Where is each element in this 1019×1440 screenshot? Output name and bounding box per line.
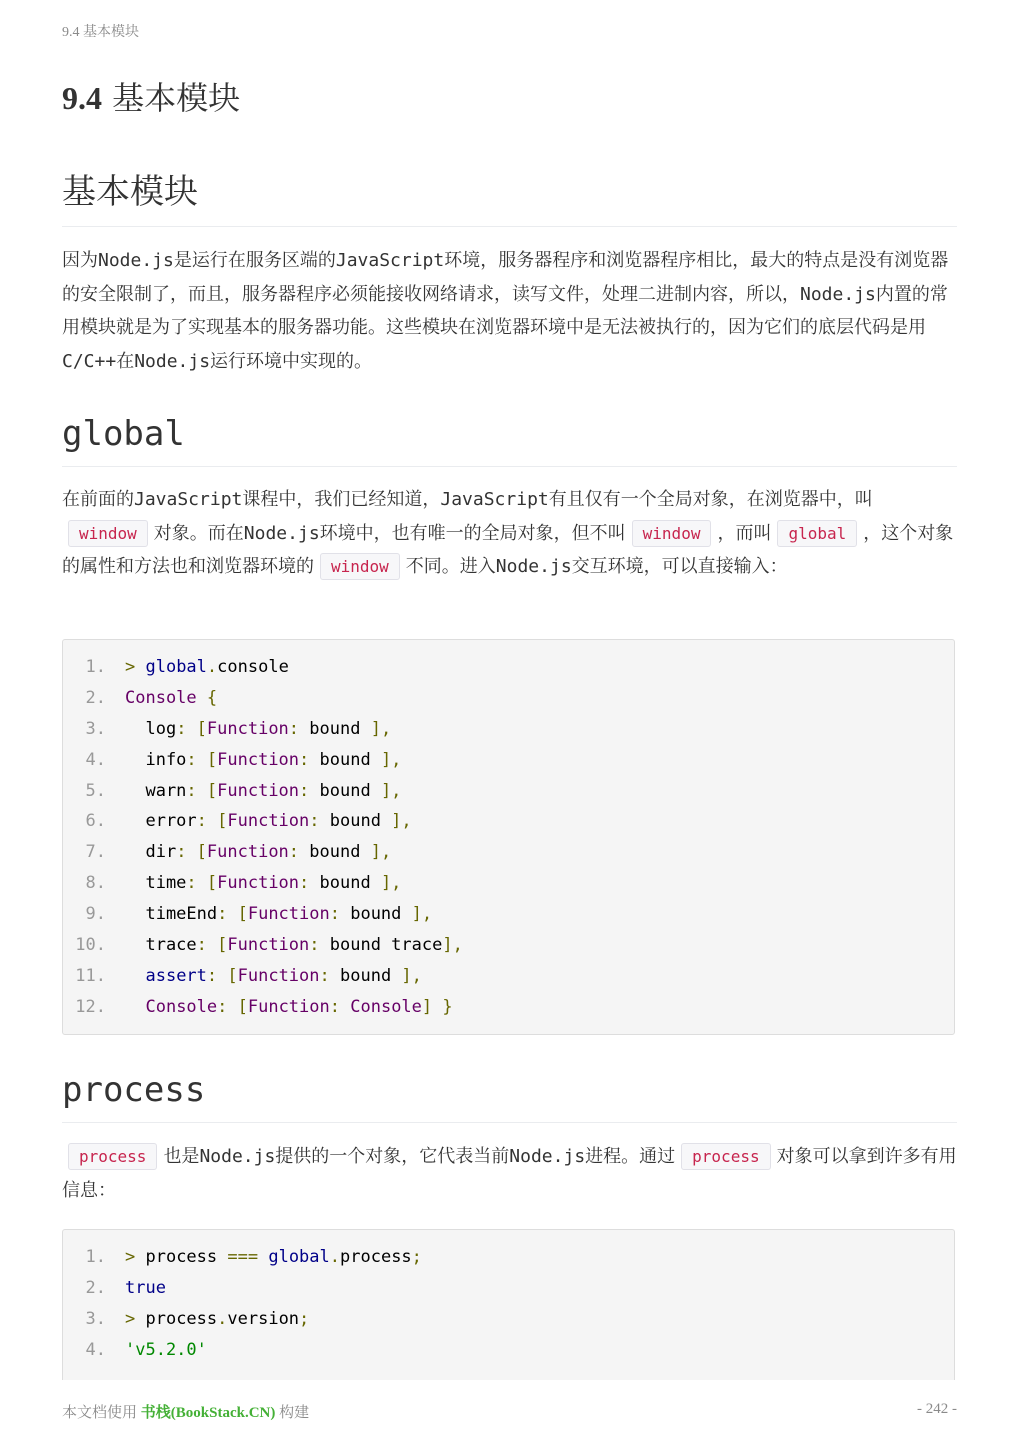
text-run: 内置的常用模块就是为了实现基本的服务器功能。这些模块在浏览器环境中是无法被执行的，因为它们的底层代码是用 (62, 283, 948, 338)
text-run: 运行环境中实现的。 (210, 350, 373, 372)
code-line (63, 1335, 954, 1366)
code-token: ], (442, 935, 463, 956)
code-token: : (299, 749, 310, 770)
code-block-global (62, 639, 955, 1035)
code-token: > (125, 657, 146, 677)
text-run: 在前面的 (62, 489, 134, 510)
code-line (63, 1273, 954, 1304)
code-token: process (145, 1308, 218, 1329)
code-text (125, 1273, 166, 1304)
chapter-number: 9.4 (62, 80, 102, 116)
paragraph-intro (62, 244, 957, 378)
code-token: : (309, 935, 320, 956)
code-token: console (217, 657, 289, 677)
code-token: : (329, 996, 340, 1017)
inline-code: window (68, 520, 148, 547)
code-token: : [ (176, 842, 207, 863)
code-token: : (288, 842, 300, 863)
line-number: 3. (85, 1308, 106, 1329)
code-token: ], (380, 749, 402, 770)
line-number: 4. (85, 1339, 106, 1360)
code-token: true (125, 1277, 166, 1298)
code-token: : [ (186, 873, 218, 894)
text-run: 环境中，也有唯一的全局对象，但不叫 (319, 522, 626, 544)
code-line (63, 930, 954, 961)
code-line (63, 1304, 954, 1335)
code-token: Function (217, 780, 300, 801)
code-line (63, 745, 954, 776)
code-token: . (206, 657, 218, 677)
code-text (125, 961, 422, 992)
line-number: 2. (85, 687, 106, 708)
paragraph-process (62, 1140, 957, 1207)
code-token: : [ (196, 935, 228, 956)
code-token: process (145, 1247, 228, 1267)
code-line (63, 992, 954, 1023)
inline-code: window (320, 553, 400, 580)
code-line (63, 683, 954, 714)
code-token: warn (125, 780, 187, 801)
code-token: global (268, 1247, 330, 1267)
code-token: ], (380, 780, 402, 801)
code-token: ], (370, 842, 392, 863)
code-token: { (206, 687, 218, 708)
footer-brand-link[interactable]: 书栈(BookStack.CN) (140, 1405, 276, 1421)
mono-text: JavaScript (440, 489, 549, 510)
code-text (125, 1335, 207, 1366)
code-token: global (145, 657, 207, 677)
code-token: > (125, 1247, 146, 1267)
code-token: : (299, 780, 310, 801)
code-token (258, 1247, 268, 1267)
code-token: ], (370, 718, 392, 739)
mono-text: Node.js (509, 1146, 586, 1167)
code-token: . (217, 1308, 228, 1329)
code-token: : (329, 904, 340, 925)
text-run: 课程中，我们已经知道， (242, 489, 441, 510)
code-token: bound (309, 780, 381, 801)
code-token: bound (329, 965, 402, 986)
code-token: Function (247, 904, 330, 925)
code-token: Function (217, 873, 300, 894)
code-text (125, 745, 401, 776)
mono-text: Node.js (134, 350, 211, 372)
mono-text: JavaScript (134, 489, 243, 510)
text-run: 也是 (163, 1146, 200, 1167)
inline-code: global (777, 520, 857, 547)
code-token (197, 688, 207, 708)
code-token: Console (350, 996, 422, 1017)
code-text (125, 1242, 422, 1273)
code-token: bound (299, 718, 371, 739)
text-run: 对象可以拿到许多有用信息： (62, 1146, 957, 1201)
code-token: error (125, 811, 197, 832)
code-line (63, 652, 954, 683)
code-token: ], (380, 873, 402, 894)
code-line (63, 868, 954, 899)
mono-text: Node.js (243, 522, 320, 544)
footer-credit (62, 1401, 309, 1422)
line-number: 6. (85, 811, 106, 832)
code-token (125, 966, 145, 986)
line-number: 2. (85, 1277, 106, 1298)
code-token: : [ (206, 965, 238, 986)
code-token: : [ (196, 811, 228, 832)
line-number: 4. (85, 749, 106, 770)
code-token: Console (145, 996, 218, 1017)
code-token: process (340, 1247, 412, 1267)
text-run: 因为 (62, 250, 98, 271)
line-number: 3. (85, 718, 106, 739)
line-number: 9. (85, 904, 106, 925)
section-heading-global: global (62, 412, 957, 467)
text-run: 有且仅有一个全局对象，在浏览器中，叫 (548, 489, 873, 510)
text-run: 进程。通过 (585, 1146, 676, 1167)
code-token: Console (125, 687, 197, 708)
section-heading-basic: 基本模块 (62, 170, 957, 227)
code-line (63, 899, 954, 930)
code-text (125, 837, 391, 868)
code-token: === (227, 1247, 259, 1267)
code-line (63, 776, 954, 807)
running-header: 9.4 基本模块 (62, 25, 139, 40)
code-token: : [ (186, 749, 218, 770)
code-text (125, 992, 453, 1023)
text-run: 交互环境，可以直接输入： (571, 556, 788, 577)
code-token: : [ (217, 996, 248, 1017)
text-run: 在 (116, 350, 135, 372)
text-run: 不同。进入 (405, 556, 496, 577)
code-token: : (319, 965, 330, 986)
text-run: 是运行在服务区端的 (173, 250, 336, 271)
line-number: 12. (75, 996, 106, 1017)
code-token: : [ (217, 904, 248, 925)
line-number: 7. (85, 842, 106, 863)
code-token (125, 997, 145, 1017)
footer-suffix: 构建 (275, 1405, 310, 1421)
code-token: time (125, 873, 187, 894)
code-token: bound (309, 873, 381, 894)
page-number: - 242 - (917, 1401, 957, 1417)
code-token: log (125, 718, 177, 739)
code-token: : (309, 811, 320, 832)
line-number: 11. (75, 965, 106, 986)
text-run: ，而叫 (717, 522, 772, 544)
code-token: : [ (186, 780, 218, 801)
code-line (63, 961, 954, 992)
line-number: 10. (75, 935, 106, 956)
code-text (125, 868, 401, 899)
code-line (63, 806, 954, 837)
code-token: timeEnd (125, 904, 218, 925)
code-token: Function (217, 749, 300, 770)
inline-code: window (632, 520, 712, 547)
code-text (125, 683, 217, 714)
section-heading-process: process (62, 1068, 957, 1123)
mono-text: Node.js (98, 250, 174, 271)
code-token: bound (319, 811, 392, 832)
text-run: 对象。而在 (153, 522, 244, 544)
mono-text: Node.js (800, 283, 876, 305)
code-token: trace (125, 935, 197, 956)
code-token: . (329, 1247, 341, 1267)
code-token: assert (145, 965, 207, 986)
code-token: bound trace (319, 935, 443, 956)
code-token: ; (411, 1247, 422, 1267)
chapter-title-text: 基本模块 (102, 79, 241, 117)
code-text (125, 899, 432, 930)
code-token: ; (299, 1308, 310, 1329)
code-token: : (288, 718, 300, 739)
code-token: Function (227, 811, 310, 832)
line-number: 5. (85, 780, 106, 801)
chapter-title (62, 78, 240, 118)
text-run: 环境，服务器程序和浏览器程序相比，最大的特点是没有浏览器的安全限制了，而且，服务器程序必须能接收网络请求，读写文件，处理二进制内容，所以， (62, 250, 949, 305)
code-token: : (299, 873, 310, 894)
line-number: 1. (85, 1247, 106, 1267)
code-token: Function (237, 965, 320, 986)
inline-code: process (68, 1143, 157, 1170)
code-token: bound (339, 904, 412, 925)
code-line (63, 714, 954, 745)
code-token: ], (411, 904, 433, 925)
code-token: ], (401, 965, 422, 986)
code-block-process (62, 1229, 955, 1380)
code-token: dir (125, 842, 177, 863)
line-number: 8. (85, 873, 106, 894)
code-text (125, 806, 412, 837)
code-token: Function (227, 935, 310, 956)
code-text (125, 776, 401, 807)
code-token: bound (309, 749, 381, 770)
mono-text: Node.js (495, 556, 572, 577)
code-token: Function (206, 718, 289, 739)
code-text (125, 714, 391, 745)
code-token: : [ (176, 718, 207, 739)
code-text (125, 1304, 309, 1335)
text-run: 提供的一个对象，它代表当前 (275, 1146, 510, 1167)
code-token: ], (391, 811, 412, 832)
text-run: ，这个对象的属性和方法也和浏览器环境的 (62, 522, 954, 577)
code-line (63, 1242, 954, 1273)
mono-text: Node.js (199, 1146, 276, 1167)
code-token: info (125, 749, 187, 770)
footer-prefix: 本文档使用 (62, 1405, 141, 1421)
code-token: > (125, 1308, 146, 1329)
code-token: version (227, 1308, 300, 1329)
code-token: Function (206, 842, 289, 863)
code-line (63, 837, 954, 868)
code-text (125, 652, 289, 683)
paragraph-global (62, 483, 957, 584)
line-number: 1. (85, 657, 106, 677)
code-token: bound (299, 842, 371, 863)
mono-text: JavaScript (335, 250, 445, 271)
mono-text: C/C++ (62, 350, 117, 372)
code-token: 'v5.2.0' (125, 1339, 207, 1360)
code-token: Function (247, 996, 330, 1017)
code-token (340, 997, 350, 1017)
code-token: ] } (421, 996, 453, 1017)
inline-code: process (681, 1143, 770, 1170)
code-text (125, 930, 463, 961)
